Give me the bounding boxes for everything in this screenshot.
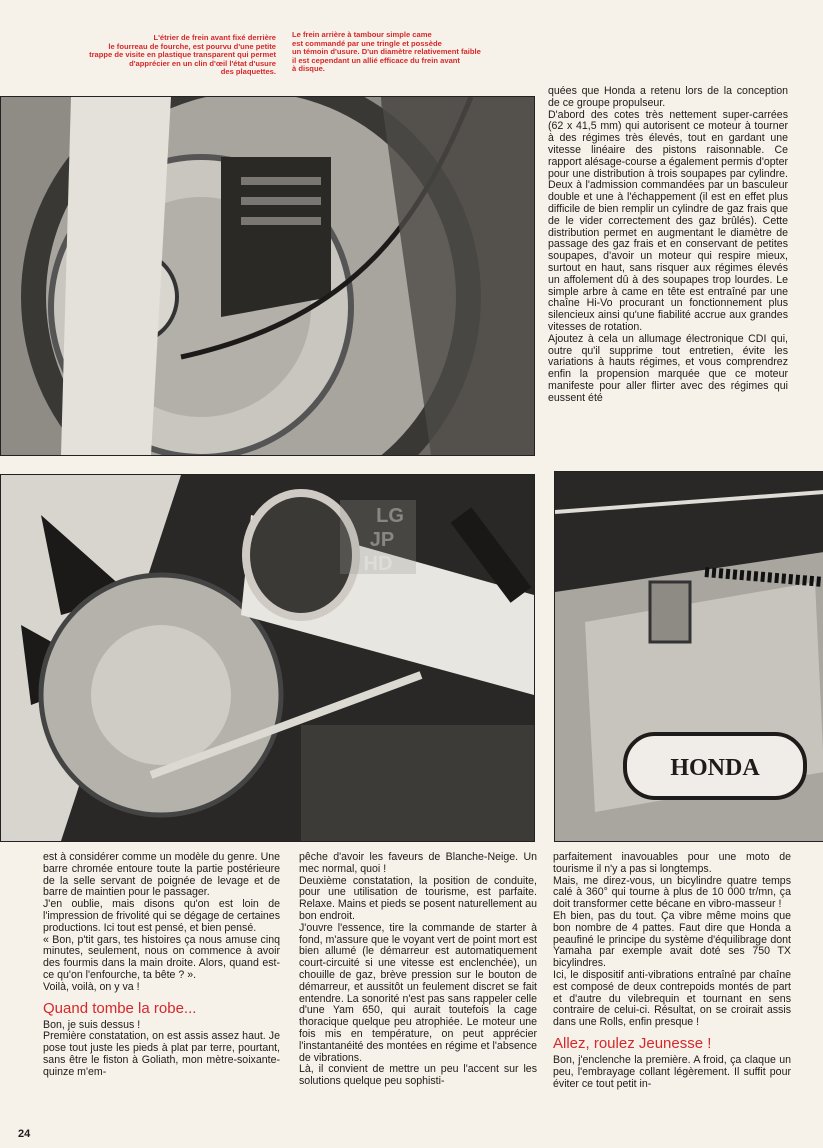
paragraph: Ici, le dispositif anti-vibrations entraîné par chaîne est composé de deux contrepoids montés de part et d'autre du vilebrequin et tournant en sens contraire de celui-ci. Résultat, on se croirait assis dans une Rolls, enfin presque ! xyxy=(553,968,791,1029)
paragraph: Ajoutez à cela un allumage électronique CDI qui, outre qu'il supprime tout entretien, évite les variations à hauts régimes, et vous comprendrez enfin la propension marquée que ce moteur manifeste pour aller flirter avec des régimes qui eussent été xyxy=(548,332,788,404)
paragraph: Deuxième constatation, la position de conduite, pour une utilisation de tourisme, est parfaite. Relaxe. Mains et pieds se posent naturellement au bon endroit. xyxy=(299,874,537,922)
subheading: Quand tombe la robe... xyxy=(43,999,197,1017)
paragraph: Voilà, voilà, on y va ! xyxy=(43,980,140,993)
article-column-1 xyxy=(43,852,280,1079)
photo-engine-casing xyxy=(554,471,823,842)
paragraph: D'abord des cotes très nettement super-carrées (62 x 41,5 mm) qui autorisent ce moteur à tourner à des régimes très élevés, tout en gardant une vitesse linéaire des pistons raisonnable. Ce rapport alésage-course a également permis d'opter pour une distribution à trois soupapes par cylindre. Deux à l'admission commandées par un basculeur double et une à l'échappement (il est en effet plus difficile de bien remplir un cylindre de gaz frais que de le vider correctement des gaz brûlés). Cette distribution permet en augmentant le diamètre de passage des gaz frais et en conservant de petites soupapes, d'avoir un moteur qui respire mieux, surtout en haut, sans risquer aux régimes élevés un affolement dû à des soupapes trop lourdes. Le simple arbre à came en tête est entraîné par une chaîne Hi-Vo procurant un fonctionnement plus silencieux ainsi qu'une fiabilité accrue aux grandes vitesses de rotation. xyxy=(548,108,788,333)
watermark-logo xyxy=(338,498,418,576)
paragraph: pêche d'avoir les faveurs de Blanche-Neige. Un mec normal, quoi ! xyxy=(299,851,537,875)
article-column-top xyxy=(548,86,788,405)
paragraph: Là, il convient de mettre un peu l'accent sur les solutions quelque peu sophisti- xyxy=(299,1063,537,1088)
photo-rear-brake-exhaust xyxy=(0,474,535,842)
paragraph: J'ouvre l'essence, tire la commande de starter à fond, m'assure que le voyant vert de point mort est bien allumé (le démarreur est automatiquement court-circuité si une vitesse est enclenchée), un chouille de gaz, brève pression sur le bouton de démarreur, et aussitôt un feulement discret se fait entendre. La sonorité n'est pas sans rappeler celle d'une Yam 650, qui aurait toutefois la cage thoracique quelque peu atrophiée. Le moteur une fois mis en température, on peut apprécier l'instantanéité des montées en régime et l'absence de vibrations. xyxy=(299,921,537,1064)
article-column-2 xyxy=(299,852,537,1088)
svg-text:JP: JP xyxy=(369,529,395,551)
honda-badge-logo: HONDA xyxy=(670,755,760,781)
svg-text:LG: LG xyxy=(376,505,404,527)
paragraph: Première constatation, on est assis assez haut. Je pose tout juste les pieds à plat par terre, pourtant, sans être le fiston à Goliath, mon mètre-soixante-quinze m'em- xyxy=(43,1030,280,1078)
svg-text:HD: HD xyxy=(363,553,393,575)
photo-front-brake-caliper xyxy=(0,96,535,456)
subheading: Allez, roulez Jeunesse ! xyxy=(553,1034,712,1052)
paragraph: J'en oublie, mais disons qu'on est loin de l'impression de frivolité qui se dégage de certaines productions. Ici tout est pensé, et bien pensé. xyxy=(43,898,280,934)
paragraph: « Bon, p'tit gars, tes histoires ça nous amuse cinq minutes, seulement, nous on commence à avoir des fourmis dans la main droite. Alors, quand est-ce qu'on l'enfourche, ta bête ? ». xyxy=(43,933,280,981)
caption-rear-brake: Le frein arrière à tambour simple came est commandé par une tringle et possède un témoin d'usure. D'un diamètre relativement faible il est cependant un allié efficace du frein avant à disque. xyxy=(292,30,481,74)
paragraph: Bon, je suis dessus ! xyxy=(43,1018,141,1031)
paragraph: est à considérer comme un modèle du genre. Une barre chromée entoure toute la partie postérieure de la selle servant de poignée de levage et de barre de maintien pour le passager. xyxy=(43,851,280,899)
paragraph: parfaitement inavouables pour une moto de tourisme il n'y a pas si longtemps. xyxy=(553,851,791,875)
article-column-3 xyxy=(553,852,791,1090)
paragraph: Eh bien, pas du tout. Ça vibre même moins que bon nombre de 4 pattes. Faut dire que Honda a peaufiné le principe du système d'équilibrage dont Yamaha par exemple avait doté ses 750 TX bicylindres. xyxy=(553,909,791,970)
page-number: 24 xyxy=(18,1128,31,1140)
paragraph: Bon, j'enclenche la première. A froid, ça claque un peu, l'embrayage collant légèrement. Il suffit pour éviter ce tout petit in- xyxy=(553,1053,791,1090)
paragraph: Mais, me direz-vous, un bicylindre quatre temps calé à 360° qui tourne à plus de 10 000 tr/mn, ça doit transformer cette bécane en vibro-masseur ! xyxy=(553,874,791,911)
paragraph: quées que Honda a retenu lors de la conception de ce groupe propulseur. xyxy=(548,85,788,109)
caption-front-brake: L'étrier de frein avant fixé derrière le fourreau de fourche, est pourvu d'une petite trappe de visite en plastique transparent qui permet d'apprécier en un clin d'œil l'état d'usure des plaquettes. xyxy=(89,33,276,77)
